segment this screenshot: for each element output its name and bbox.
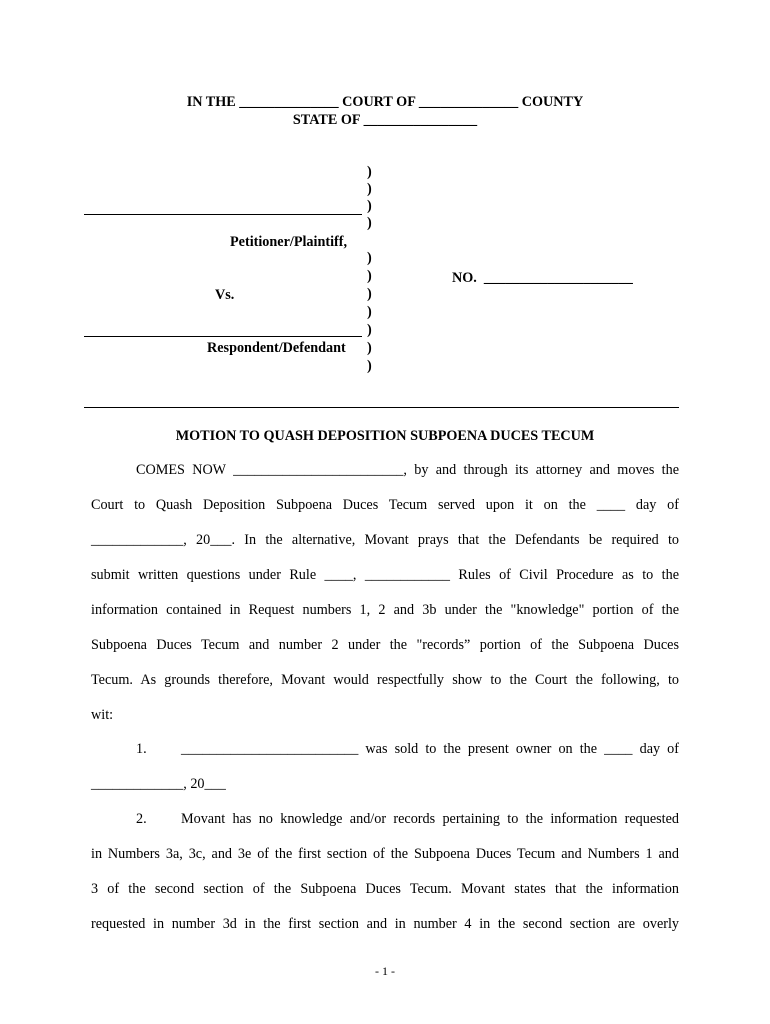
bracket: ) [367,198,372,214]
body-line: COMES NOW ________________________, by and through its attorney and moves the [136,462,679,478]
item-line: _____________, 20___ [91,776,226,792]
item-line: _________________________ was sold to the present owner on the ____ day of [181,741,679,757]
bracket: ) [367,181,372,197]
bracket: ) [367,268,372,284]
body-line: _____________, 20___. In the alternative, Movant prays that the Defendants be required to [91,532,679,548]
petitioner-label: Petitioner/Plaintiff, [230,234,348,250]
item-number: 1. [136,741,147,757]
body-line: Subpoena Duces Tecum and number 2 under the "records” portion of the Subpoena Duces [91,637,679,653]
bracket: ) [367,340,372,356]
item-line: 3 of the second section of the Subpoena Duces Tecum. Movant states that the information [91,881,679,897]
body-line: wit: [91,707,114,723]
item-line: Movant has no knowledge and/or records pertaining to the information requested [181,811,679,827]
petitioner-name-line [84,214,362,215]
bracket: ) [367,164,372,180]
versus-label: Vs. [215,287,235,303]
bracket: ) [367,215,372,231]
body-line: submit written questions under Rule ____, ____________ Rules of Civil Procedure as to the [91,567,679,583]
bracket: ) [367,322,372,338]
body-line: information contained in Request numbers 1, 2 and 3b under the "knowledge" portion of the [91,602,679,618]
bracket: ) [367,286,372,302]
body-line: Tecum. As grounds therefore, Movant would respectfully show to the Court the following, to [91,672,679,688]
respondent-name-line [84,336,362,337]
bracket: ) [367,304,372,320]
body-line: Court to Quash Deposition Subpoena Duces Tecum served upon it on the ____ day of [91,497,679,513]
respondent-label: Respondent/Defendant [207,340,346,356]
bracket: ) [367,250,372,266]
item-number: 2. [136,811,147,827]
caption-divider [84,407,679,408]
motion-title: MOTION TO QUASH DEPOSITION SUBPOENA DUCES TECUM [175,428,595,444]
state-caption-line: STATE OF ________________ [292,112,478,128]
court-caption-line: IN THE ______________ COURT OF ______________ COUNTY [186,94,584,110]
case-number: NO. _____________________ [452,270,633,286]
item-line: in Numbers 3a, 3c, and 3e of the first section of the Subpoena Duces Tecum and Numbers 1 and [91,846,679,862]
item-line: requested in number 3d in the first section and in number 4 in the second section are overly [91,916,679,932]
page-number: - 1 - [375,964,395,978]
bracket: ) [367,358,372,374]
